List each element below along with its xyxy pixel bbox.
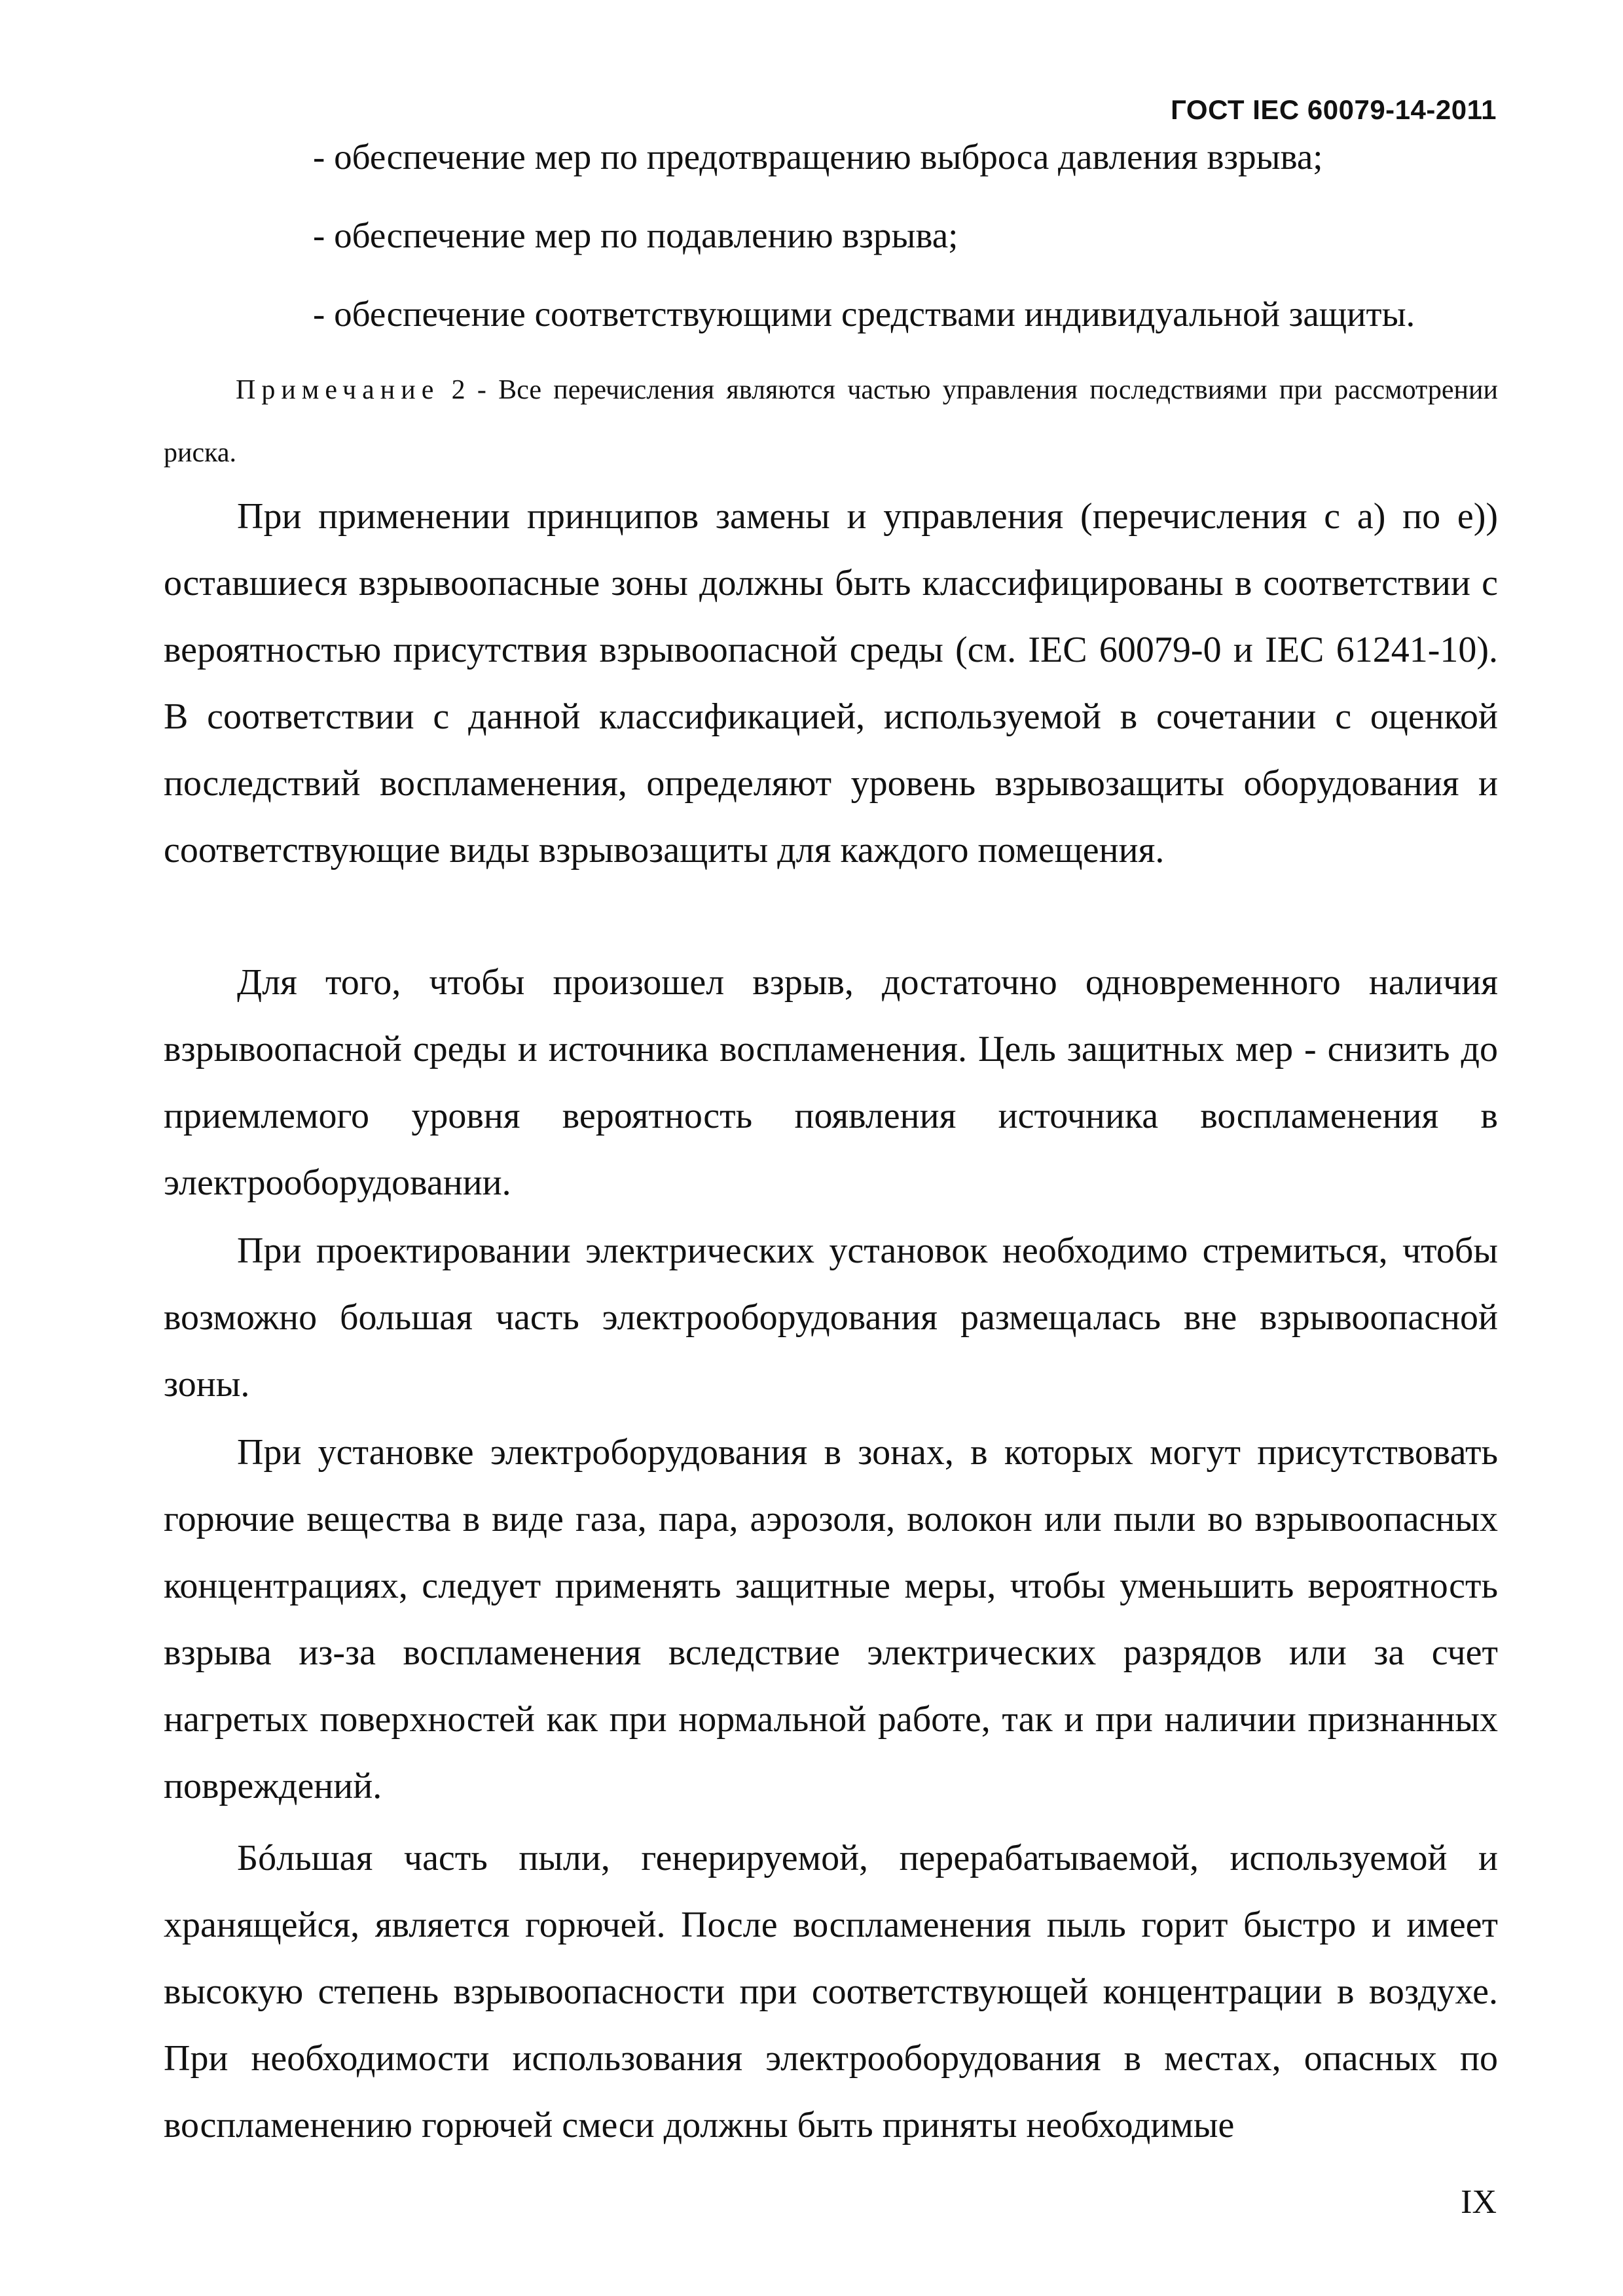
page-number: IX (1461, 2183, 1497, 2221)
body-paragraph: При установке электроборудования в зонах, в которых могут присутствовать горючие вещества в виде газа, пара, аэрозоля, волокон или пыли во взрывоопасных концентрациях, следует применять защитные меры, чтобы уменьшить вероятность взрыва из-за воспламенения вследствие электрических разрядов или за счет нагретых поверхностей как при нормальной работе, так и при наличии признанных повреждений. (164, 1432, 1498, 1806)
bullet-item: - обеспечение соответствующими средствами индивидуальной защиты. (313, 294, 1415, 334)
body-paragraph: При проектировании электрических установок необходимо стремиться, чтобы возможно большая часть электрооборудования размещалась вне взрывоопасной зоны. (164, 1230, 1498, 1405)
note-paragraph (164, 359, 1498, 484)
bullet-item: - обеспечение мер по предотвращению выброса давления взрыва; (313, 137, 1323, 177)
body-paragraph: Бóльшая часть пыли, генерируемой, перерабатываемой, используемой и хранящейся, является горючей. После воспламенения пыль горит быстро и имеет высокую степень взрывоопасности при соответствующей концентрации в воздухе. При необходимости использования электрооборудования в местах, опасных по воспламенению горючей смеси должны быть приняты необходимые (164, 1838, 1498, 2145)
document-code-header: ГОСТ IEC 60079-14-2011 (1171, 94, 1497, 125)
note-text: 2 - Все перечисления являются частью управления последствиями при рассмотрении риска. (164, 375, 1498, 468)
body-paragraph: Для того, чтобы произошел взрыв, достаточно одновременного наличия взрывоопасной среды и источника воспламенения. Цель защитных мер - снизить до приемлемого уровня вероятность появления источника воспламенения в электрооборудовании. (164, 962, 1498, 1203)
bullet-item: - обеспечение мер по подавлению взрыва; (313, 215, 958, 255)
note-label: Примечание (236, 375, 440, 405)
body-paragraph: При применении принципов замены и управления (перечисления с а) по е)) оставшиеся взрывоопасные зоны должны быть классифицированы в соответствии с вероятностью присутствия взрывоопасной среды (см. IEC 60079-0 и IEC 61241-10). В соответствии с данной классификацией, используемой в сочетании с оценкой последствий воспламенения, определяют уровень взрывозащиты оборудования и соответствующие виды взрывозащиты для каждого помещения. (164, 496, 1498, 870)
